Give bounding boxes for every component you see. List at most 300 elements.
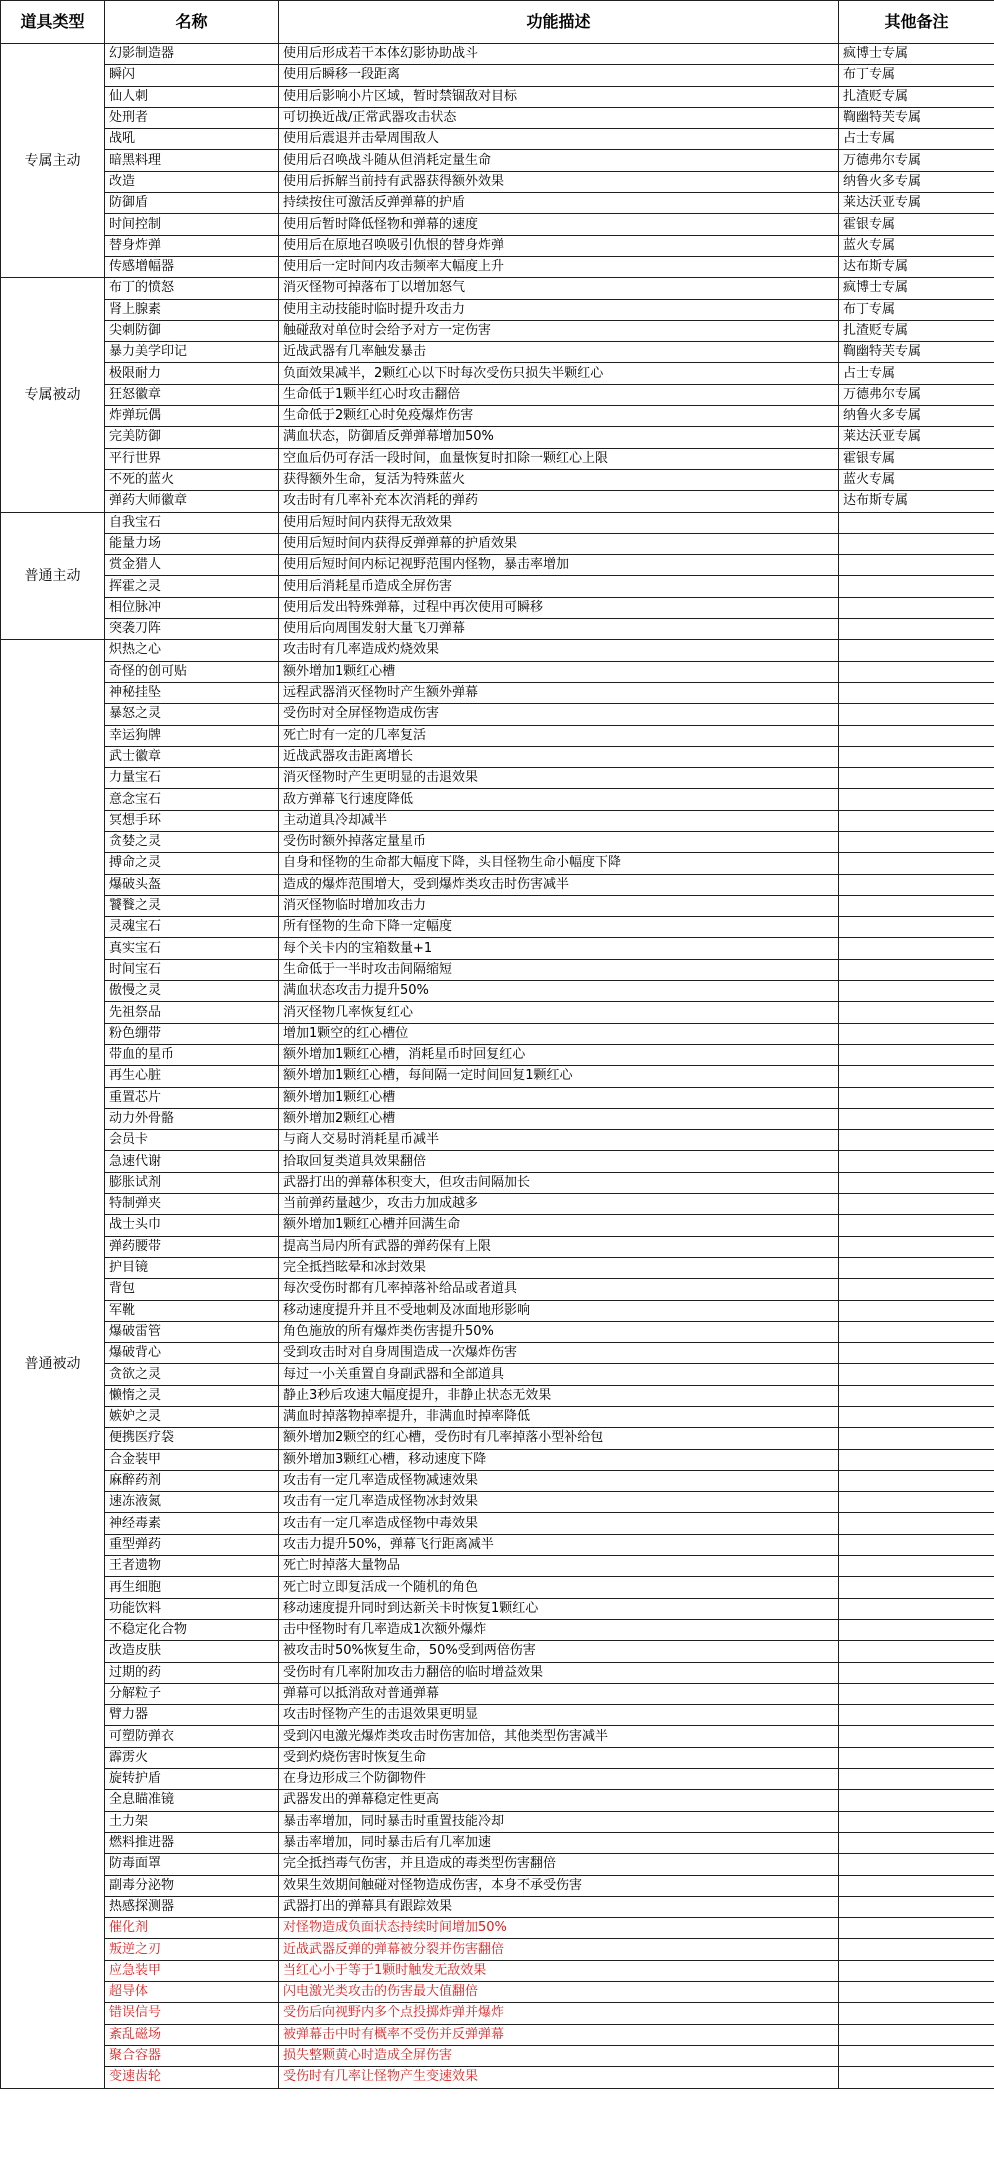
table-row — [1, 1662, 994, 1683]
item-desc-cell: 触碰敌对单位时会给予对方一定伤害 — [279, 320, 839, 341]
item-desc-cell: 使用后震退并击晕周围敌人 — [279, 129, 839, 150]
item-name-cell: 暴怒之灵 — [105, 704, 279, 725]
table-row — [1, 746, 994, 767]
item-desc-cell: 使用后在原地召唤吸引仇恨的替身炸弹 — [279, 235, 839, 256]
item-desc-cell: 攻击时怪物产生的击退效果更明显 — [279, 1705, 839, 1726]
item-name-cell: 挥霍之灵 — [105, 576, 279, 597]
table-row — [1, 704, 994, 725]
item-note-cell — [839, 1364, 994, 1385]
item-name-cell: 过期的药 — [105, 1662, 279, 1683]
table-row — [1, 1087, 994, 1108]
item-desc-cell: 攻击有一定几率造成怪物中毒效果 — [279, 1513, 839, 1534]
item-name-cell: 能量力场 — [105, 533, 279, 554]
table-row — [1, 576, 994, 597]
table-row — [1, 661, 994, 682]
item-desc-cell: 使用后短时间内获得无敌效果 — [279, 512, 839, 533]
item-desc-cell: 移动速度提升同时到达新关卡时恢复1颗红心 — [279, 1598, 839, 1619]
item-name-cell: 热感探测器 — [105, 1896, 279, 1917]
table-row — [1, 235, 994, 256]
item-note-cell: 疯博士专属 — [839, 44, 994, 65]
item-desc-cell: 额外增加1颗红心槽并回满生命 — [279, 1215, 839, 1236]
item-desc-cell: 造成的爆炸范围增大，受到爆炸类攻击时伤害减半 — [279, 874, 839, 895]
item-desc-cell: 敌方弹幕飞行速度降低 — [279, 789, 839, 810]
item-desc-cell: 使用后消耗星币造成全屏伤害 — [279, 576, 839, 597]
table-row — [1, 874, 994, 895]
table-row — [1, 981, 994, 1002]
item-desc-cell: 近战武器反弹的弹幕被分裂并伤害翻倍 — [279, 1939, 839, 1960]
item-name-cell: 爆破背心 — [105, 1343, 279, 1364]
item-desc-cell: 受伤时对全屏怪物造成伤害 — [279, 704, 839, 725]
table-row — [1, 831, 994, 852]
item-note-cell: 布丁专属 — [839, 65, 994, 86]
item-note-cell — [839, 1556, 994, 1577]
item-name-cell: 处刑者 — [105, 107, 279, 128]
table-row — [1, 682, 994, 703]
item-name-cell: 错误信号 — [105, 2003, 279, 2024]
item-note-cell — [839, 1854, 994, 1875]
item-note-cell — [839, 640, 994, 661]
item-desc-cell: 额外增加2颗红心槽 — [279, 1108, 839, 1129]
item-name-cell: 狂怒徽章 — [105, 384, 279, 405]
item-name-cell: 战吼 — [105, 129, 279, 150]
item-note-cell — [839, 1066, 994, 1087]
table-row — [1, 938, 994, 959]
table-row — [1, 1811, 994, 1832]
item-desc-cell: 移动速度提升并且不受地刺及冰面地形影响 — [279, 1300, 839, 1321]
item-name-cell: 自我宝石 — [105, 512, 279, 533]
item-note-cell — [839, 810, 994, 831]
item-note-cell — [839, 853, 994, 874]
item-name-cell: 动力外骨骼 — [105, 1108, 279, 1129]
item-desc-cell: 获得额外生命，复活为特殊蓝火 — [279, 469, 839, 490]
item-name-cell: 带血的星币 — [105, 1044, 279, 1065]
item-note-cell — [839, 555, 994, 576]
item-desc-cell: 使用后发出特殊弹幕，过程中再次使用可瞬移 — [279, 597, 839, 618]
table-row — [1, 917, 994, 938]
item-desc-cell: 空血后仍可存活一段时间，血量恢复时扣除一颗红心上限 — [279, 448, 839, 469]
item-name-cell: 紊乱磁场 — [105, 2024, 279, 2045]
item-desc-cell: 受到闪电激光爆炸类攻击时伤害加倍，其他类型伤害减半 — [279, 1726, 839, 1747]
item-desc-cell: 近战武器有几率触发暴击 — [279, 342, 839, 363]
item-name-cell: 再生细胞 — [105, 1577, 279, 1598]
item-name-cell: 幻影制造器 — [105, 44, 279, 65]
table-row — [1, 768, 994, 789]
table-row — [1, 2003, 994, 2024]
item-name-cell: 麻醉药剂 — [105, 1470, 279, 1491]
item-name-cell: 力量宝石 — [105, 768, 279, 789]
item-desc-cell: 攻击有一定几率造成怪物冰封效果 — [279, 1492, 839, 1513]
table-row — [1, 448, 994, 469]
table-row — [1, 1556, 994, 1577]
table-row — [1, 853, 994, 874]
item-note-cell — [839, 1470, 994, 1491]
item-note-cell — [839, 1811, 994, 1832]
item-desc-cell: 使用后召唤战斗随从但消耗定量生命 — [279, 150, 839, 171]
item-note-cell — [839, 1726, 994, 1747]
item-name-cell: 燃料推进器 — [105, 1832, 279, 1853]
table-row — [1, 44, 994, 65]
item-desc-cell: 拾取回复类道具效果翻倍 — [279, 1151, 839, 1172]
table-row — [1, 406, 994, 427]
item-name-cell: 神经毒素 — [105, 1513, 279, 1534]
table-row — [1, 1172, 994, 1193]
table-row — [1, 1683, 994, 1704]
table-row — [1, 1321, 994, 1342]
item-desc-cell: 当前弹药量越少，攻击力加成越多 — [279, 1194, 839, 1215]
item-note-cell — [839, 704, 994, 725]
item-desc-cell: 使用后一定时间内攻击频率大幅度上升 — [279, 256, 839, 277]
item-desc-cell: 被攻击时50%恢复生命，50%受到两倍伤害 — [279, 1641, 839, 1662]
item-desc-cell: 持续按住可激活反弹弹幕的护盾 — [279, 193, 839, 214]
table-row — [1, 1705, 994, 1726]
item-note-cell — [839, 1598, 994, 1619]
table-row — [1, 171, 994, 192]
item-name-cell: 合金装甲 — [105, 1449, 279, 1470]
item-note-cell: 万德弗尔专属 — [839, 384, 994, 405]
table-row — [1, 214, 994, 235]
item-type-cell: 专属主动 — [1, 44, 105, 278]
table-row — [1, 512, 994, 533]
header-note: 其他备注 — [839, 1, 994, 44]
item-note-cell — [839, 1087, 994, 1108]
table-row — [1, 150, 994, 171]
table-row — [1, 533, 994, 554]
table-row — [1, 2045, 994, 2066]
item-note-cell — [839, 1492, 994, 1513]
item-desc-cell: 可切换近战/正常武器攻击状态 — [279, 107, 839, 128]
table-row — [1, 1982, 994, 2003]
table-row — [1, 1470, 994, 1491]
item-note-cell — [839, 1215, 994, 1236]
item-note-cell: 莱达沃亚专属 — [839, 193, 994, 214]
item-note-cell — [839, 661, 994, 682]
table-row — [1, 2024, 994, 2045]
item-note-cell — [839, 1044, 994, 1065]
table-row — [1, 1257, 994, 1278]
item-note-cell: 占士专属 — [839, 129, 994, 150]
item-desc-cell: 生命低于1颗半红心时攻击翻倍 — [279, 384, 839, 405]
item-desc-cell: 近战武器攻击距离增长 — [279, 746, 839, 767]
item-name-cell: 改造 — [105, 171, 279, 192]
table-row — [1, 2067, 994, 2088]
item-note-cell: 霍银专属 — [839, 214, 994, 235]
item-desc-cell: 被弹幕击中时有概率不受伤并反弹弹幕 — [279, 2024, 839, 2045]
item-note-cell — [839, 1108, 994, 1129]
header-desc: 功能描述 — [279, 1, 839, 44]
item-note-cell — [839, 1151, 994, 1172]
table-row — [1, 1215, 994, 1236]
table-row — [1, 1939, 994, 1960]
table-row — [1, 1769, 994, 1790]
item-note-cell — [839, 1683, 994, 1704]
table-row — [1, 491, 994, 512]
item-name-cell: 防毒面罩 — [105, 1854, 279, 1875]
table-body — [1, 44, 994, 2089]
table-row — [1, 959, 994, 980]
item-note-cell — [839, 895, 994, 916]
table-row — [1, 1108, 994, 1129]
item-desc-cell: 所有怪物的生命下降一定幅度 — [279, 917, 839, 938]
item-desc-cell: 使用后短时间内标记视野范围内怪物，暴击率增加 — [279, 555, 839, 576]
table-row — [1, 1747, 994, 1768]
item-name-cell: 搏命之灵 — [105, 853, 279, 874]
item-desc-cell: 使用主动技能时临时提升攻击力 — [279, 299, 839, 320]
table-row — [1, 384, 994, 405]
item-desc-cell: 武器打出的弹幕具有跟踪效果 — [279, 1896, 839, 1917]
item-note-cell — [839, 1896, 994, 1917]
item-note-cell — [839, 981, 994, 1002]
item-note-cell: 达布斯专属 — [839, 491, 994, 512]
header-row — [1, 1, 994, 44]
table-row — [1, 278, 994, 299]
table-row — [1, 1492, 994, 1513]
item-note-cell — [839, 1449, 994, 1470]
item-desc-cell: 额外增加2颗空的红心槽，受伤时有几率掉落小型补给包 — [279, 1428, 839, 1449]
table-row — [1, 1790, 994, 1811]
item-desc-cell: 角色施放的所有爆炸类伤害提升50% — [279, 1321, 839, 1342]
item-note-cell — [839, 1002, 994, 1023]
table-row — [1, 1279, 994, 1300]
item-desc-cell: 增加1颗空的红心槽位 — [279, 1023, 839, 1044]
table-row — [1, 1513, 994, 1534]
table-row — [1, 619, 994, 640]
item-name-cell: 嫉妒之灵 — [105, 1407, 279, 1428]
item-desc-cell: 使用后暂时降低怪物和弹幕的速度 — [279, 214, 839, 235]
table-row — [1, 1726, 994, 1747]
item-desc-cell: 负面效果减半，2颗红心以下时每次受伤只损失半颗红心 — [279, 363, 839, 384]
table-row — [1, 363, 994, 384]
item-desc-cell: 每次受伤时都有几率掉落补给品或者道具 — [279, 1279, 839, 1300]
item-note-cell — [839, 1619, 994, 1640]
item-note-cell — [839, 1023, 994, 1044]
table-row — [1, 640, 994, 661]
item-desc-cell: 攻击有一定几率造成怪物减速效果 — [279, 1470, 839, 1491]
item-name-cell: 神秘挂坠 — [105, 682, 279, 703]
item-note-cell — [839, 1279, 994, 1300]
item-name-cell: 分解粒子 — [105, 1683, 279, 1704]
item-note-cell — [839, 1982, 994, 2003]
item-name-cell: 急速代谢 — [105, 1151, 279, 1172]
item-desc-cell: 自身和怪物的生命都大幅度下降，头目怪物生命小幅度下降 — [279, 853, 839, 874]
item-desc-cell: 武器打出的弹幕体积变大，但攻击间隔加长 — [279, 1172, 839, 1193]
item-name-cell: 会员卡 — [105, 1130, 279, 1151]
item-note-cell — [839, 619, 994, 640]
item-note-cell — [839, 1194, 994, 1215]
table-row — [1, 1002, 994, 1023]
item-note-cell — [839, 1343, 994, 1364]
item-note-cell: 鞫幽特芙专属 — [839, 342, 994, 363]
table-row — [1, 555, 994, 576]
item-name-cell: 防御盾 — [105, 193, 279, 214]
item-note-cell — [839, 1960, 994, 1981]
item-note-cell: 疯博士专属 — [839, 278, 994, 299]
item-desc-cell: 静止3秒后攻速大幅度提升，非静止状态无效果 — [279, 1385, 839, 1406]
item-desc-cell: 受到灼烧伤害时恢复生命 — [279, 1747, 839, 1768]
item-note-cell — [839, 831, 994, 852]
item-name-cell: 幸运狗牌 — [105, 725, 279, 746]
item-desc-cell: 消灭怪物几率恢复红心 — [279, 1002, 839, 1023]
header-type: 道具类型 — [1, 1, 105, 44]
item-note-cell — [839, 1769, 994, 1790]
table-row — [1, 810, 994, 831]
item-name-cell: 再生心脏 — [105, 1066, 279, 1087]
item-note-cell: 达布斯专属 — [839, 256, 994, 277]
item-name-cell: 战士头巾 — [105, 1215, 279, 1236]
table-row — [1, 1364, 994, 1385]
item-name-cell: 土力架 — [105, 1811, 279, 1832]
item-note-cell — [839, 1513, 994, 1534]
item-name-cell: 相位脉冲 — [105, 597, 279, 618]
item-name-cell: 聚合容器 — [105, 2045, 279, 2066]
table-row — [1, 1300, 994, 1321]
item-name-cell: 速冻液氮 — [105, 1492, 279, 1513]
item-name-cell: 饕餮之灵 — [105, 895, 279, 916]
item-name-cell: 爆破雷管 — [105, 1321, 279, 1342]
table-row — [1, 129, 994, 150]
item-note-cell — [839, 1407, 994, 1428]
item-name-cell: 贪婪之灵 — [105, 831, 279, 852]
table-row — [1, 597, 994, 618]
table-row — [1, 1385, 994, 1406]
item-note-cell: 鞫幽特芙专属 — [839, 107, 994, 128]
item-name-cell: 时间宝石 — [105, 959, 279, 980]
item-desc-cell: 使用后瞬移一段距离 — [279, 65, 839, 86]
item-name-cell: 膨胀试剂 — [105, 1172, 279, 1193]
item-note-cell — [839, 1321, 994, 1342]
item-note-cell: 布丁专属 — [839, 299, 994, 320]
item-desc-cell: 受伤后向视野内多个点投掷炸弹并爆炸 — [279, 2003, 839, 2024]
item-name-cell: 王者遗物 — [105, 1556, 279, 1577]
item-note-cell: 纳鲁火多专属 — [839, 171, 994, 192]
item-name-cell: 贪欲之灵 — [105, 1364, 279, 1385]
item-desc-cell: 远程武器消灭怪物时产生额外弹幕 — [279, 682, 839, 703]
item-note-cell — [839, 1939, 994, 1960]
item-note-cell — [839, 1747, 994, 1768]
item-name-cell: 奇怪的创可贴 — [105, 661, 279, 682]
item-name-cell: 布丁的愤怒 — [105, 278, 279, 299]
item-name-cell: 先祖祭品 — [105, 1002, 279, 1023]
item-desc-cell: 攻击时有几率补充本次消耗的弹药 — [279, 491, 839, 512]
item-note-cell — [839, 725, 994, 746]
item-note-cell — [839, 533, 994, 554]
item-desc-cell: 消灭怪物可掉落布丁以增加怒气 — [279, 278, 839, 299]
item-desc-cell: 提高当局内所有武器的弹药保有上限 — [279, 1236, 839, 1257]
item-desc-cell: 主动道具冷却减半 — [279, 810, 839, 831]
item-type-cell: 专属被动 — [1, 278, 105, 512]
item-desc-cell: 闪电激光类攻击的伤害最大值翻倍 — [279, 1982, 839, 2003]
table-row — [1, 65, 994, 86]
item-note-cell — [839, 2045, 994, 2066]
item-note-cell — [839, 1641, 994, 1662]
item-note-cell — [839, 597, 994, 618]
item-desc-cell: 消灭怪物时产生更明显的击退效果 — [279, 768, 839, 789]
item-note-cell — [839, 1534, 994, 1555]
item-note-cell — [839, 1428, 994, 1449]
item-desc-cell: 受伤时有几率让怪物产生变速效果 — [279, 2067, 839, 2088]
table-row — [1, 1428, 994, 1449]
item-desc-cell: 完全抵挡眩晕和冰封效果 — [279, 1257, 839, 1278]
item-name-cell: 叛逆之刃 — [105, 1939, 279, 1960]
item-name-cell: 副毒分泌物 — [105, 1875, 279, 1896]
table-row — [1, 299, 994, 320]
item-name-cell: 弹药腰带 — [105, 1236, 279, 1257]
item-note-cell — [839, 2024, 994, 2045]
item-note-cell — [839, 938, 994, 959]
item-desc-cell: 受到攻击时对自身周围造成一次爆炸伤害 — [279, 1343, 839, 1364]
table-row — [1, 1641, 994, 1662]
item-note-cell — [839, 1875, 994, 1896]
item-name-cell: 特制弹夹 — [105, 1194, 279, 1215]
item-name-cell: 粉色绷带 — [105, 1023, 279, 1044]
item-desc-cell: 每个关卡内的宝箱数量+1 — [279, 938, 839, 959]
item-desc-cell: 武器发出的弹幕稳定性更高 — [279, 1790, 839, 1811]
item-desc-cell: 满血状态攻击力提升50% — [279, 981, 839, 1002]
table-row — [1, 1918, 994, 1939]
item-desc-cell: 死亡时有一定的几率复活 — [279, 725, 839, 746]
item-note-cell — [839, 1662, 994, 1683]
item-name-cell: 霹雳火 — [105, 1747, 279, 1768]
item-name-cell: 不稳定化合物 — [105, 1619, 279, 1640]
item-name-cell: 便携医疗袋 — [105, 1428, 279, 1449]
table-row — [1, 342, 994, 363]
item-desc-cell: 消灭怪物临时增加攻击力 — [279, 895, 839, 916]
item-name-cell: 傲慢之灵 — [105, 981, 279, 1002]
item-note-cell — [839, 1130, 994, 1151]
table-row — [1, 427, 994, 448]
item-desc-cell: 额外增加1颗红心槽 — [279, 1087, 839, 1108]
item-desc-cell: 额外增加1颗红心槽，每间隔一定时间回复1颗红心 — [279, 1066, 839, 1087]
item-note-cell: 扎渣贬专属 — [839, 86, 994, 107]
item-name-cell: 护目镜 — [105, 1257, 279, 1278]
item-note-cell — [839, 746, 994, 767]
item-desc-cell: 击中怪物时有几率造成1次额外爆炸 — [279, 1619, 839, 1640]
item-desc-cell: 与商人交易时消耗星币减半 — [279, 1130, 839, 1151]
item-name-cell: 爆破头盔 — [105, 874, 279, 895]
item-desc-cell: 额外增加1颗红心槽 — [279, 661, 839, 682]
table-row — [1, 107, 994, 128]
table-row — [1, 1832, 994, 1853]
item-name-cell: 懒惰之灵 — [105, 1385, 279, 1406]
item-name-cell: 背包 — [105, 1279, 279, 1300]
item-note-cell — [839, 1705, 994, 1726]
item-name-cell: 变速齿轮 — [105, 2067, 279, 2088]
item-note-cell: 蓝火专属 — [839, 235, 994, 256]
item-desc-cell: 损失整颗黄心时造成全屏伤害 — [279, 2045, 839, 2066]
item-type-cell: 普通被动 — [1, 640, 105, 2088]
item-desc-cell: 生命低于2颗红心时免疫爆炸伤害 — [279, 406, 839, 427]
table-row — [1, 193, 994, 214]
item-desc-cell: 生命低于一半时攻击间隔缩短 — [279, 959, 839, 980]
item-desc-cell: 额外增加1颗红心槽，消耗星币时回复红心 — [279, 1044, 839, 1065]
table-row — [1, 1343, 994, 1364]
item-note-cell — [839, 2067, 994, 2088]
item-note-cell: 占士专属 — [839, 363, 994, 384]
item-desc-cell: 使用后形成若干本体幻影协助战斗 — [279, 44, 839, 65]
table-row — [1, 1236, 994, 1257]
item-note-cell — [839, 1918, 994, 1939]
item-name-cell: 旋转护盾 — [105, 1769, 279, 1790]
item-desc-cell: 满血时掉落物掉率提升，非满血时掉率降低 — [279, 1407, 839, 1428]
item-name-cell: 仙人刺 — [105, 86, 279, 107]
table-row — [1, 1023, 994, 1044]
item-name-cell: 瞬闪 — [105, 65, 279, 86]
table-row — [1, 1896, 994, 1917]
table-row — [1, 256, 994, 277]
item-name-cell: 极限耐力 — [105, 363, 279, 384]
item-desc-cell: 满血状态，防御盾反弹弹幕增加50% — [279, 427, 839, 448]
table-row — [1, 1960, 994, 1981]
item-name-cell: 炽热之心 — [105, 640, 279, 661]
